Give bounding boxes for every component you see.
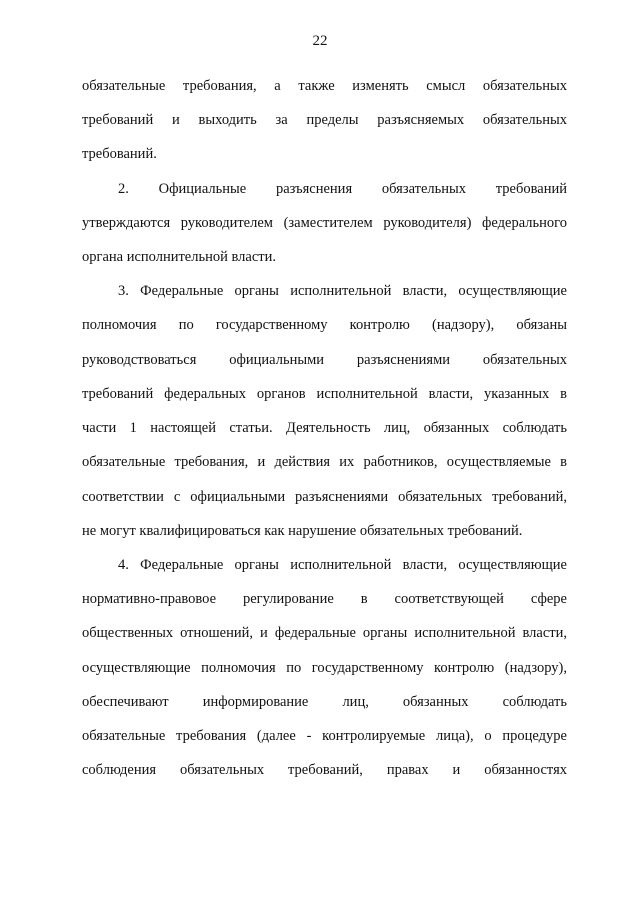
text-line: части 1 настоящей статьи. Деятельность лиц, обязанных соблюдать	[82, 420, 567, 436]
text-line: обязательные требования, а также изменять смысл обязательных	[82, 78, 567, 94]
text-line: руководствоваться официальными разъяснениями обязательных	[82, 352, 567, 368]
text-line: обязательные требования, и действия их работников, осуществляемые в	[82, 454, 567, 470]
text-line: обязательные требования (далее - контролируемые лица), о процедуре	[82, 728, 567, 744]
text-line: требований.	[82, 146, 157, 162]
text-line: обеспечивают информирование лиц, обязанных соблюдать	[82, 694, 567, 710]
page-number: 22	[312, 33, 328, 49]
text-line: нормативно-правовое регулирование в соответствующей сфере	[82, 591, 567, 607]
text-line: 2. Официальные разъяснения обязательных требований	[118, 181, 567, 197]
text-line: 4. Федеральные органы исполнительной власти, осуществляющие	[118, 557, 567, 573]
text-line: органа исполнительной власти.	[82, 249, 276, 265]
text-line: требований федеральных органов исполнительной власти, указанных в	[82, 386, 567, 402]
text-line: не могут квалифицироваться как нарушение обязательных требований.	[82, 523, 523, 539]
text-line: общественных отношений, и федеральные органы исполнительной власти,	[82, 625, 567, 641]
text-line: требований и выходить за пределы разъясняемых обязательных	[82, 112, 567, 128]
text-line: осуществляющие полномочия по государственному контролю (надзору),	[82, 660, 567, 676]
text-line: соответствии с официальными разъяснениями обязательных требований,	[82, 489, 567, 505]
text-line: соблюдения обязательных требований, правах и обязанностях	[82, 762, 567, 778]
text-line: 3. Федеральные органы исполнительной власти, осуществляющие	[118, 283, 567, 299]
text-line: утверждаются руководителем (заместителем руководителя) федерального	[82, 215, 567, 231]
text-line: полномочия по государственному контролю (надзору), обязаны	[82, 317, 567, 333]
